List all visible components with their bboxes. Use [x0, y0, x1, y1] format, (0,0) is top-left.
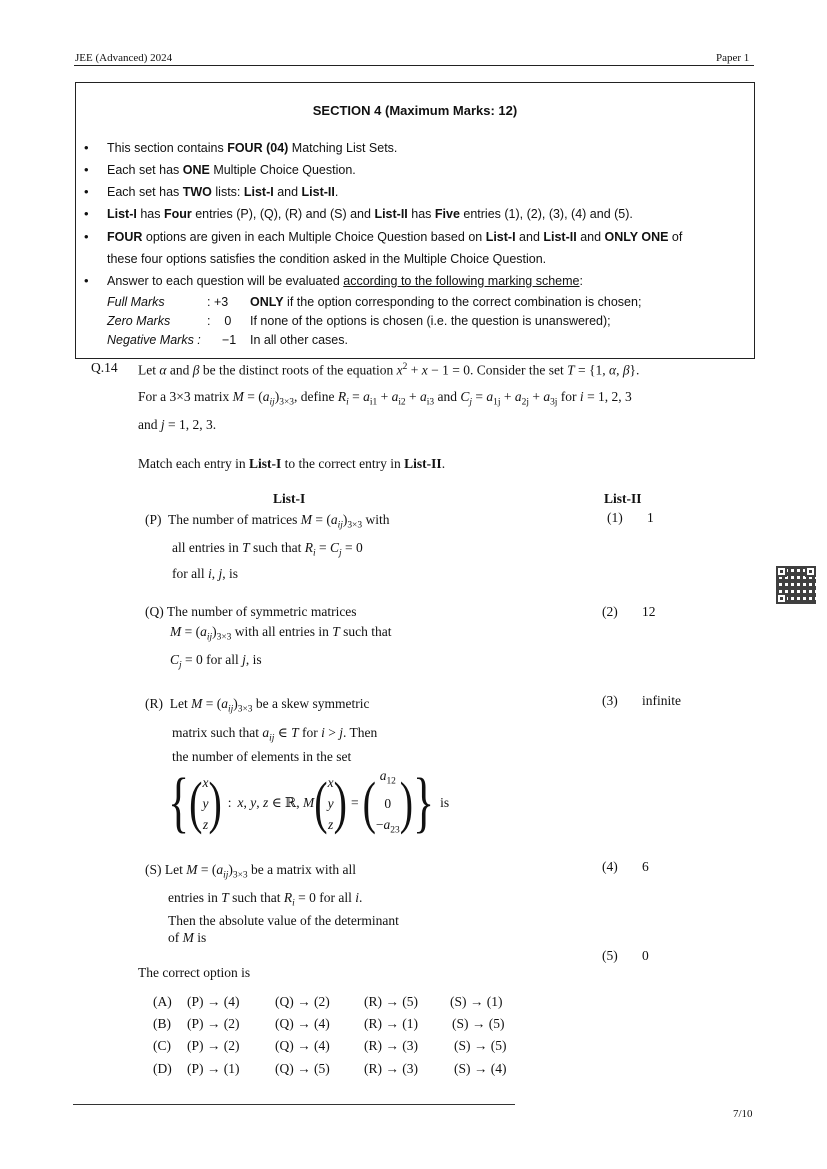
list-1-entry-s-line-2: entries in T such that $R_i = 0$ for all i.: [168, 890, 363, 909]
list-1-entry-q-line-3: $C_j = 0$ for all j, is: [170, 652, 262, 671]
list-1-entry-q-line-2: $M = (a_{ij})_{3\times 3}$ with all entries in T such that: [170, 624, 392, 643]
header-divider: [74, 65, 754, 66]
option-p: (P) → (4): [187, 994, 240, 1009]
set-expression: { ( x y z ) : x , y , z ∈ ℝ, M ( x y z ) = ( $a_{12}$ 0 $-a_{23}$ ) } is: [168, 764, 450, 841]
option-s: (S) → (5): [452, 1016, 505, 1031]
list-2-val-4: 6: [642, 859, 649, 874]
bullet-5: • FOUR options are given in each Multiple Choice Question based on List-I and List-II and ONLY ONE of: [84, 229, 683, 244]
bullet-3: • Each set has TWO lists: List-I and List-II.: [84, 184, 339, 199]
list-1-entry-q: (Q) The number of symmetric matrices: [145, 604, 357, 619]
option-r: (R) → (5): [364, 994, 418, 1009]
full-marks-desc: ONLY if the option corresponding to the correct combination is chosen;: [250, 295, 642, 309]
bullet-5-cont: these four options satisfies the condition asked in the Multiple Choice Question.: [107, 252, 547, 266]
zero-marks-label: Zero Marks: [107, 314, 171, 328]
option-p: (P) → (2): [187, 1038, 240, 1053]
question-number: Q.14: [91, 360, 118, 375]
list-2-num-2: (2): [602, 604, 618, 619]
footer-divider: [73, 1104, 515, 1105]
full-marks-label: Full Marks: [107, 295, 165, 309]
full-marks-score: : +3: [207, 295, 229, 309]
list-1-entry-r-line-2: matrix such that $a_{ij}$ ∈ T for i > j. Then: [172, 725, 378, 744]
list-1-entry-r: (R) Let $M = (a_{ij})_{3\times 3}$ be a skew symmetric: [145, 696, 370, 715]
paper-label: Paper 1: [716, 52, 750, 64]
list-1-entry-s-line-4: of M is: [168, 930, 207, 945]
bullet-4: • List-I has Four entries (P), (Q), (R) and (S) and List-II has Five entries (1), (2), (3), (4) and (5).: [84, 206, 633, 221]
list-1-entry-s-line-3: Then the absolute value of the determinant: [168, 913, 399, 928]
list-2-title: List-II: [604, 491, 642, 506]
option-r: (R) → (3): [364, 1038, 418, 1053]
list-2-val-5: 0: [642, 948, 649, 963]
option-label: (A): [153, 994, 172, 1009]
list-1-entry-p-line-2: all entries in T such that $R_i = C_j = 0$: [172, 540, 363, 559]
negative-marks-desc: In all other cases.: [250, 333, 348, 347]
negative-marks-score: −1: [222, 333, 237, 347]
option-s: (S) → (5): [454, 1038, 507, 1053]
option-label: (B): [153, 1016, 171, 1031]
page-number: 7/10: [733, 1108, 753, 1120]
option-s: (S) → (1): [450, 994, 503, 1009]
option-label: (D): [153, 1061, 172, 1076]
list-2-val-1: 1: [647, 510, 654, 525]
list-2-val-2: 12: [642, 604, 656, 619]
negative-marks-label: Negative Marks :: [107, 333, 201, 347]
option-p: (P) → (2): [187, 1016, 240, 1031]
question-stem-line-1: Let α and β be the distinct roots of the equation $x^2 + x - 1 = 0$. Consider the set T = {1, α, β}.: [138, 362, 640, 378]
exam-title: JEE (Advanced) 2024: [75, 52, 173, 64]
option-q: (Q) → (5): [275, 1061, 330, 1076]
option-s: (S) → (4): [454, 1061, 507, 1076]
zero-marks-desc: If none of the options is chosen (i.e. the question is unanswered);: [250, 314, 611, 328]
option-q: (Q) → (2): [275, 994, 330, 1009]
list-1-title: List-I: [273, 491, 306, 506]
section-title: SECTION 4 (Maximum Marks: 12): [312, 103, 518, 118]
match-instruction: Match each entry in List-I to the correct entry in List-II.: [138, 456, 446, 471]
option-r: (R) → (3): [364, 1061, 418, 1076]
question-stem-line-2: For a 3×3 matrix $M = (a_{ij})_{3\times 3}$, define $R_i = a_{i1} + a_{i2} + a_{i3}$ and $C_j = a_{1j} + a_{2j} + a_{3j}$ for i = 1, 2, 3: [138, 389, 632, 408]
correct-option-prompt: The correct option is: [138, 965, 251, 980]
qr-code: [776, 566, 816, 604]
bullet-6: • Answer to each question will be evaluated according to the following marking scheme:: [84, 273, 583, 288]
list-1-entry-p: (P) The number of matrices $M = (a_{ij})_{3\times 3}$ with: [145, 512, 390, 531]
list-1-entry-r-line-3: the number of elements in the set: [172, 749, 352, 764]
list-2-num-5: (5): [602, 948, 618, 963]
option-r: (R) → (1): [364, 1016, 418, 1031]
list-1-entry-s: (S) Let $M = (a_{ij})_{3\times 3}$ be a matrix with all: [145, 862, 356, 881]
list-2-num-3: (3): [602, 693, 618, 708]
bullet-1: • This section contains FOUR (04) Matching List Sets.: [84, 140, 398, 155]
option-q: (Q) → (4): [275, 1016, 330, 1031]
option-label: (C): [153, 1038, 171, 1053]
list-2-val-3: infinite: [642, 693, 681, 708]
option-p: (P) → (1): [187, 1061, 240, 1076]
zero-marks-score: : 0: [207, 314, 232, 328]
bullet-2: • Each set has ONE Multiple Choice Question.: [84, 162, 356, 177]
question-stem-line-3: and j = 1, 2, 3.: [138, 417, 217, 432]
list-1-entry-p-line-3: for all i, j, is: [172, 566, 239, 581]
list-2-num-1: (1): [607, 510, 623, 525]
option-q: (Q) → (4): [275, 1038, 330, 1053]
list-2-num-4: (4): [602, 859, 618, 874]
